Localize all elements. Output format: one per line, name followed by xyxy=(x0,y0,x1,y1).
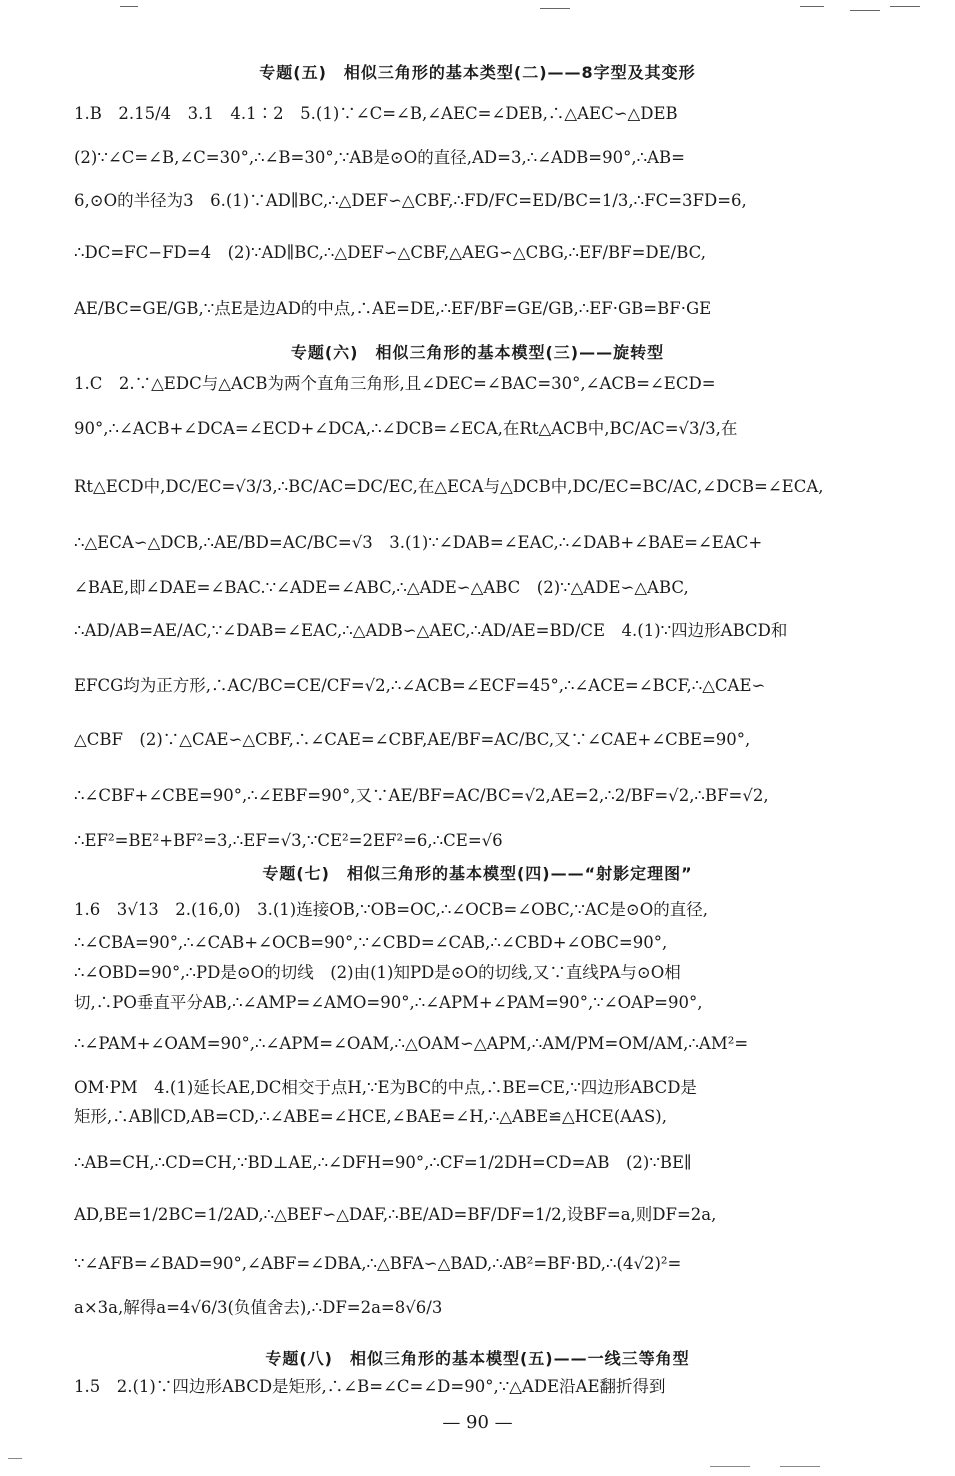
text-line: AD,BE=1/2BC=1/2AD,∴△BEF∽△DAF,∴BE/AD=BF/DF=1/2,设BF=a,则DF=2a, xyxy=(74,1205,717,1224)
text-line: EFCG均为正方形,∴AC/BC=CE/CF=√2,∴∠ACB=∠ECF=45°,∴∠ACE=∠BCF,∴△CAE∽ xyxy=(74,676,766,695)
section-title: 专题(六) 相似三角形的基本模型(三)——旋转型 xyxy=(290,343,665,362)
bottom-scan-mark xyxy=(8,1458,22,1459)
text-line: 矩形,∴AB∥CD,AB=CD,∴∠ABE=∠HCE,∠BAE=∠H,∴△ABE≌△HCE(AAS), xyxy=(74,1107,667,1126)
section-title: 专题(五) 相似三角形的基本类型(二)——8字型及其变形 xyxy=(259,63,696,82)
text-line: ∴AD/AB=AE/AC,∵∠DAB=∠EAC,∴△ADB∽△AEC,∴AD/AE=BD/CE 4.(1)∵四边形ABCD和 xyxy=(74,621,788,640)
text-line: 6,⊙O的半径为3 6.(1)∵AD∥BC,∴△DEF∽△CBF,∴FD/FC=ED/BC=1/3,∴FC=3FD=6, xyxy=(74,191,747,210)
text-line: a×3a,解得a=4√6/3(负值舍去),∴DF=2a=8√6/3 xyxy=(74,1298,443,1317)
text-line: AE/BC=GE/GB,∵点E是边AD的中点,∴AE=DE,∴EF/BF=GE/GB,∴EF·GB=BF·GE xyxy=(74,299,712,318)
text-line: 1.5 2.(1)∵四边形ABCD是矩形,∴∠B=∠C=∠D=90°,∵△ADE沿AE翻折得到 xyxy=(74,1377,666,1396)
text-line: 切,∴PO垂直平分AB,∴∠AMP=∠AMO=90°,∴∠APM+∠PAM=90°,∵∠OAP=90°, xyxy=(74,993,703,1012)
text-line: 90°,∴∠ACB+∠DCA=∠ECD+∠DCA,∴∠DCB=∠ECA,在Rt△ACB中,BC/AC=√3/3,在 xyxy=(74,419,738,438)
text-line: ∴∠PAM+∠OAM=90°,∴∠APM=∠OAM,∴△OAM∽△APM,∴AM/PM=OM/AM,∴AM²= xyxy=(74,1034,749,1053)
text-line: (2)∵∠C=∠B,∠C=30°,∴∠B=30°,∵AB是⊙O的直径,AD=3,∴∠ADB=90°,∴AB= xyxy=(74,148,685,167)
page-number: — 90 — xyxy=(442,1412,513,1433)
text-line: △CBF (2)∵△CAE∽△CBF,∴∠CAE=∠CBF,AE/BF=AC/BC,又∵∠CAE+∠CBE=90°, xyxy=(74,730,751,749)
text-line: ∴∠CBA=90°,∴∠CAB+∠OCB=90°,∵∠CBD=∠CAB,∴∠CBD+∠OBC=90°, xyxy=(74,933,668,952)
top-scan-marks xyxy=(0,6,955,12)
text-line: OM·PM 4.(1)延长AE,DC相交于点H,∵E为BC的中点,∴BE=CE,∵四边形ABCD是 xyxy=(74,1078,697,1097)
text-line: ∴DC=FC−FD=4 (2)∵AD∥BC,∴△DEF∽△CBF,△AEG∽△CBG,∴EF/BF=DE/BC, xyxy=(74,243,706,262)
text-line: 1.C 2.∵△EDC与△ACB为两个直角三角形,且∠DEC=∠BAC=30°,∠ACB=∠ECD= xyxy=(74,374,716,393)
text-line: ∴∠CBF+∠CBE=90°,∴∠EBF=90°,又∵AE/BF=AC/BC=√2,AE=2,∴2/BF=√2,∴BF=√2, xyxy=(74,786,769,805)
text-line: ∵∠AFB=∠BAD=90°,∠ABF=∠DBA,∴△BFA∽△BAD,∴AB²=BF·BD,∴(4√2)²= xyxy=(74,1254,682,1273)
section-title: 专题(八) 相似三角形的基本模型(五)——一线三等角型 xyxy=(265,1349,690,1368)
bottom-scan-mark xyxy=(710,1466,750,1467)
text-line: ∠BAE,即∠DAE=∠BAC.∵∠ADE=∠ABC,∴△ADE∽△ABC (2)∵△ADE∽△ABC, xyxy=(74,578,689,597)
bottom-scan-mark xyxy=(780,1466,820,1467)
text-line: ∴∠OBD=90°,∴PD是⊙O的切线 (2)由(1)知PD是⊙O的切线,又∵直线PA与⊙O相 xyxy=(74,963,681,982)
text-line: 1.6 3√13 2.(16,0) 3.(1)连接OB,∵OB=OC,∴∠OCB=∠OBC,∵AC是⊙O的直径, xyxy=(74,900,709,919)
text-line: Rt△ECD中,DC/EC=√3/3,∴BC/AC=DC/EC,在△ECA与△DCB中,DC/EC=BC/AC,∠DCB=∠ECA, xyxy=(74,477,824,496)
section-title: 专题(七) 相似三角形的基本模型(四)——“射影定理图” xyxy=(262,864,693,883)
text-line: ∴EF²=BE²+BF²=3,∴EF=√3,∵CE²=2EF²=6,∴CE=√6 xyxy=(74,831,503,850)
text-line: ∴AB=CH,∴CD=CH,∵BD⊥AE,∴∠DFH=90°,∴CF=1/2DH=CD=AB (2)∵BE∥ xyxy=(74,1153,692,1172)
text-line: ∴△ECA∽△DCB,∴AE/BD=AC/BC=√3 3.(1)∵∠DAB=∠EAC,∴∠DAB+∠BAE=∠EAC+ xyxy=(74,533,763,552)
text-line: 1.B 2.15/4 3.1 4.1∶2 5.(1)∵∠C=∠B,∠AEC=∠DEB,∴△AEC∽△DEB xyxy=(74,104,678,123)
